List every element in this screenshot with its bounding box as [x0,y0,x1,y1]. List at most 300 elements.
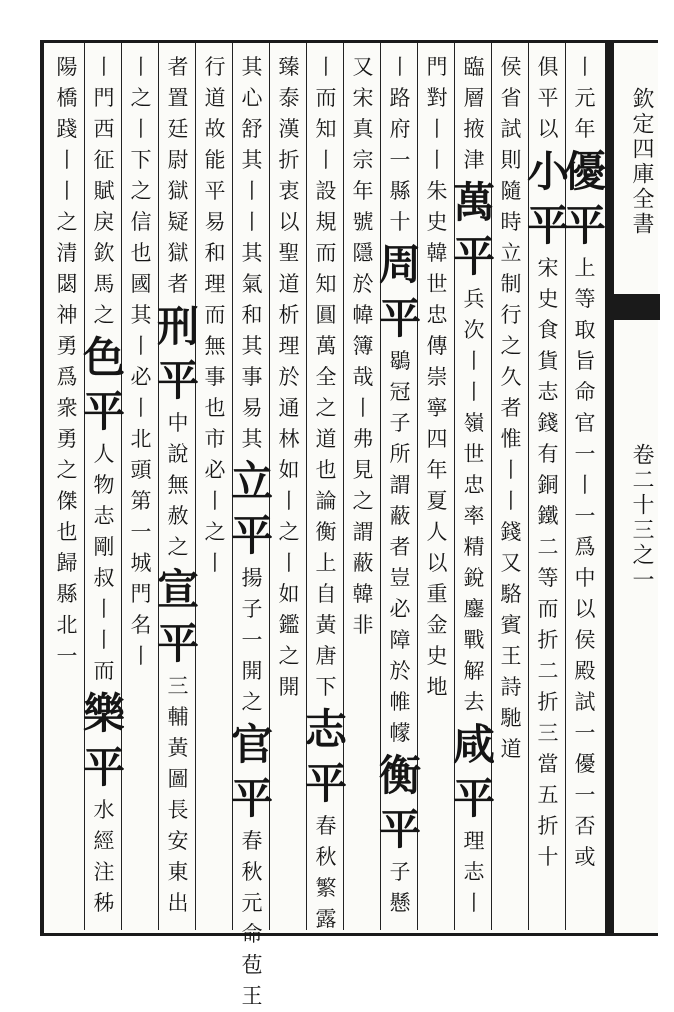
text-char: 和 [241,303,263,327]
text-char: 物 [93,473,115,497]
text-char: 優 [574,752,596,776]
text-char: 也 [56,520,78,544]
text-char: 忠 [463,473,485,497]
headword-char: 萬 [453,178,496,227]
text-char: 無 [204,334,226,358]
text-char: 門 [93,86,115,110]
text-char: 道 [204,86,226,110]
text-char: 王 [500,644,522,668]
text-char: 安 [167,829,189,853]
text-char: 侯 [500,55,522,79]
text-char: 之 [93,303,115,327]
text-char: 弗 [352,427,374,451]
text-char: 之 [315,396,337,420]
text-char: 折 [278,148,300,172]
headword-char: 平 [453,232,496,281]
text-char: 丨 [204,551,226,575]
column-rule [121,43,122,930]
text-char: 之 [167,535,189,559]
column-rule [195,43,196,930]
text-char: 丨 [389,55,411,79]
text-char: 必 [130,365,152,389]
text-char: 丨 [56,179,78,203]
text-char: 元 [241,891,263,915]
text-char: 路 [389,86,411,110]
text-char: 獄 [167,241,189,265]
text-char: 官 [574,411,596,435]
text-char: 丨 [500,489,522,513]
text-char: 謂 [352,520,374,544]
text-char: 或 [574,845,596,869]
text-char: 也 [315,458,337,482]
text-char: 事 [204,365,226,389]
text-char: 第 [130,489,152,513]
text-char: 之 [278,520,300,544]
text-char: 水 [93,798,115,822]
text-char: 開 [278,675,300,699]
headword-char: 平 [83,387,126,436]
text-char: 鐵 [537,504,559,528]
text-char: 國 [130,272,152,296]
text-char: 之 [56,210,78,234]
text-char: 殿 [574,659,596,683]
text-char: 東 [167,860,189,884]
text-char: 理 [278,334,300,358]
text-char: 省 [500,86,522,110]
text-char: 五 [537,783,559,807]
text-column-2 [527,52,570,922]
text-char: 崇 [426,365,448,389]
column-rule [158,43,159,930]
text-char: 踐 [56,117,78,141]
text-char: 繁 [315,876,337,900]
text-char: 出 [167,891,189,915]
text-char: 頭 [130,458,152,482]
text-char: 世 [463,442,485,466]
text-char: 丨 [241,179,263,203]
text-char: 秋 [315,845,337,869]
text-char: 也 [204,396,226,420]
text-char: 者 [389,535,411,559]
text-char: 以 [537,117,559,141]
text-char: 道 [278,272,300,296]
text-char: 漢 [278,117,300,141]
text-column-5 [422,52,452,922]
text-column-8 [305,52,348,931]
text-char: 之 [278,644,300,668]
text-char: 志 [463,860,485,884]
text-char: 獄 [167,179,189,203]
text-char: 中 [167,411,189,435]
text-char: 事 [241,365,263,389]
text-char: 一 [574,442,596,466]
text-char: 清 [56,241,78,265]
text-char: 市 [204,427,226,451]
text-char: 試 [574,690,596,714]
text-char: 所 [389,442,411,466]
text-char: 其 [241,55,263,79]
text-char: 道 [500,737,522,761]
text-char: 丨 [574,473,596,497]
text-char: 丨 [130,644,152,668]
text-char: 蔽 [352,551,374,575]
text-char: 有 [537,442,559,466]
text-char: 如 [278,458,300,482]
text-char: 障 [389,628,411,652]
text-char: 臻 [278,55,300,79]
edge-volume-label: 卷二十三之一 [629,443,654,593]
text-char: 其 [241,241,263,265]
text-char: 折 [537,628,559,652]
text-char: 丨 [352,396,374,420]
text-char: 津 [463,148,485,172]
text-char: 閟 [56,272,78,296]
text-char: 萬 [315,334,337,358]
text-char: 銅 [537,473,559,497]
text-char: 年 [426,458,448,482]
text-char: 一 [574,783,596,807]
text-char: 子 [241,597,263,621]
text-char: 林 [278,427,300,451]
text-char: 故 [204,117,226,141]
text-char: 丨 [93,628,115,652]
text-char: 析 [278,303,300,327]
text-char: 蔽 [389,504,411,528]
text-char: 易 [204,210,226,234]
text-char: 而 [315,241,337,265]
text-column-4 [453,52,496,922]
text-char: 丨 [463,349,485,373]
text-char: 陽 [56,55,78,79]
text-char: 道 [315,427,337,451]
headword-char: 平 [379,294,422,343]
text-char: 規 [315,210,337,234]
text-char: 錢 [537,411,559,435]
text-char: 和 [204,241,226,265]
text-char: 而 [204,303,226,327]
fishtail-mark [614,294,660,320]
text-char: 注 [93,860,115,884]
text-char: 馳 [500,706,522,730]
text-char: 丨 [130,55,152,79]
text-char: 錢 [500,520,522,544]
text-char: 下 [130,148,152,172]
text-char: 其 [130,303,152,327]
text-char: 三 [167,674,189,698]
text-char: 十 [389,210,411,234]
text-char: 丨 [463,891,485,915]
text-char: 對 [426,86,448,110]
text-char: 傳 [426,334,448,358]
text-char: 以 [278,210,300,234]
text-char: 時 [500,210,522,234]
text-char: 行 [204,55,226,79]
text-char: 賦 [93,179,115,203]
text-char: 幃 [352,303,374,327]
text-char: 黃 [167,736,189,760]
text-char: 春 [315,814,337,838]
headword-char: 宣 [157,565,200,614]
text-char: 則 [500,148,522,172]
text-char: 於 [352,272,374,296]
text-char: 黃 [315,613,337,637]
text-char: 謂 [389,473,411,497]
text-char: 北 [56,613,78,637]
text-char: 兵 [463,287,485,311]
headword-char: 平 [231,774,274,823]
text-char: 銳 [463,566,485,590]
text-char: 說 [167,442,189,466]
text-char: 命 [574,380,596,404]
text-char: 臨 [463,55,485,79]
text-column-12 [157,52,200,922]
text-char: 韓 [426,241,448,265]
column-rule [84,43,85,930]
text-char: 圖 [167,767,189,791]
text-char: 詩 [500,675,522,699]
text-char: 丨 [426,148,448,172]
text-char: 等 [537,566,559,590]
text-char: 衷 [278,179,300,203]
text-char: 宋 [537,256,559,280]
text-char: 也 [130,241,152,265]
text-char: 人 [426,520,448,544]
text-char: 鶡 [389,349,411,373]
text-char: 見 [352,458,374,482]
text-char: 層 [463,86,485,110]
text-char: 一 [389,148,411,172]
text-char: 北 [130,427,152,451]
text-char: 上 [315,551,337,575]
text-char: 元 [574,86,596,110]
headword-char: 平 [157,356,200,405]
text-char: 舒 [241,117,263,141]
text-char: 長 [167,798,189,822]
text-char: 唐 [315,644,337,668]
text-char: 一 [130,520,152,544]
text-char: 中 [574,566,596,590]
text-char: 宗 [352,148,374,172]
text-char: 非 [352,613,374,637]
text-char: 試 [500,117,522,141]
text-char: 一 [56,644,78,668]
text-char: 勇 [56,427,78,451]
text-char: 論 [315,489,337,513]
text-column-7 [348,52,378,922]
text-char: 經 [93,829,115,853]
text-char: 其 [241,334,263,358]
text-char: 春 [241,829,263,853]
text-char: 設 [315,179,337,203]
text-char: 能 [204,148,226,172]
text-char: 而 [537,597,559,621]
text-char: 帷 [389,690,411,714]
text-char: 者 [500,396,522,420]
text-char: 赦 [167,504,189,528]
text-char: 丨 [130,334,152,358]
text-char: 廷 [167,117,189,141]
text-char: 一 [241,628,263,652]
text-char: 如 [278,582,300,606]
text-char: 丨 [500,458,522,482]
text-column-1 [564,52,607,922]
text-char: 名 [130,613,152,637]
text-char: 之 [352,489,374,513]
text-char: 史 [426,210,448,234]
text-char: 之 [500,334,522,358]
text-char: 戰 [463,628,485,652]
text-char: 十 [537,845,559,869]
text-char: 丨 [56,148,78,172]
text-char: 丨 [204,489,226,513]
text-char: 韓 [352,582,374,606]
text-char: 開 [241,659,263,683]
text-char: 秭 [93,891,115,915]
text-char: 解 [463,659,485,683]
text-char: 率 [463,504,485,528]
text-char: 四 [426,427,448,451]
text-char: 於 [278,365,300,389]
text-char: 下 [315,675,337,699]
text-column-6 [379,52,422,922]
text-char: 簿 [352,334,374,358]
text-char: 泰 [278,86,300,110]
text-char: 必 [204,458,226,482]
text-char: 自 [315,582,337,606]
text-char: 馬 [93,272,115,296]
text-char: 氣 [241,272,263,296]
edge-book-title: 欽定四庫全書 [629,87,654,237]
text-char: 號 [352,210,374,234]
headword-char: 平 [527,201,570,250]
headword-char: 平 [157,619,200,668]
text-char: 通 [278,396,300,420]
text-char: 秋 [241,860,263,884]
text-char: 欽 [93,241,115,265]
headword-char: 周 [379,240,422,289]
text-char: 歸 [56,551,78,575]
text-char: 易 [241,396,263,420]
text-char: 者 [167,55,189,79]
text-char: 之 [56,458,78,482]
text-char: 爲 [56,365,78,389]
headword-char: 平 [453,774,496,823]
text-char: 貨 [537,349,559,373]
text-char: 知 [315,272,337,296]
text-char: 夏 [426,489,448,513]
headword-char: 優 [564,147,607,196]
headword-char: 衡 [379,751,422,800]
text-char: 之 [130,179,152,203]
text-char: 精 [463,535,485,559]
headword-char: 平 [305,759,348,808]
text-char: 冠 [389,380,411,404]
text-column-14 [83,52,126,922]
text-char: 西 [93,117,115,141]
text-char: 理 [204,272,226,296]
text-char: 勇 [56,334,78,358]
text-char: 戾 [93,210,115,234]
text-char: 征 [93,148,115,172]
text-char: 聖 [278,241,300,265]
text-char: 傑 [56,489,78,513]
text-char: 全 [315,365,337,389]
text-char: 丨 [315,148,337,172]
text-char: 丨 [426,117,448,141]
text-char: 王 [241,984,263,1008]
text-char: 寧 [426,396,448,420]
text-char: 去 [463,690,485,714]
text-column-15 [52,52,82,922]
text-char: 丨 [93,597,115,621]
text-char: 豈 [389,566,411,590]
text-char: 旨 [574,349,596,373]
headword-char: 色 [83,333,126,382]
text-char: 否 [574,814,596,838]
text-char: 理 [463,829,485,853]
text-char: 之 [130,86,152,110]
text-char: 橋 [56,86,78,110]
text-char: 折 [537,814,559,838]
text-char: 立 [500,241,522,265]
text-char: 鏖 [463,597,485,621]
text-char: 又 [500,551,522,575]
text-char: 駱 [500,582,522,606]
text-char: 幪 [389,721,411,745]
text-char: 而 [315,86,337,110]
text-char: 俱 [537,55,559,79]
text-column-10 [231,52,274,1008]
text-char: 城 [130,551,152,575]
text-char: 隱 [352,241,374,265]
text-char: 重 [426,582,448,606]
text-char: 衡 [315,520,337,544]
text-char: 輔 [167,705,189,729]
text-char: 爲 [574,535,596,559]
text-char: 人 [93,442,115,466]
text-char: 宋 [352,86,374,110]
text-char: 三 [537,721,559,745]
text-char: 賓 [500,613,522,637]
text-char: 史 [426,644,448,668]
text-char: 金 [426,613,448,637]
text-char: 懸 [389,891,411,915]
text-char: 置 [167,86,189,110]
text-char: 丨 [463,380,485,404]
text-char: 衆 [56,396,78,420]
text-char: 門 [130,582,152,606]
text-char: 鑑 [278,613,300,637]
text-char: 丨 [130,117,152,141]
text-char: 者 [167,272,189,296]
text-char: 一 [574,721,596,745]
text-char: 又 [352,55,374,79]
text-char: 子 [389,411,411,435]
text-char: 哉 [352,365,374,389]
text-char: 必 [389,597,411,621]
text-char: 丨 [130,396,152,420]
text-char: 行 [500,303,522,327]
text-column-13 [126,52,156,922]
text-char: 惟 [500,427,522,451]
text-char: 心 [241,86,263,110]
text-char: 其 [241,148,263,172]
text-column-3 [496,52,526,922]
text-char: 忠 [426,303,448,327]
text-char: 當 [537,752,559,776]
text-char: 地 [426,675,448,699]
text-char: 志 [537,380,559,404]
